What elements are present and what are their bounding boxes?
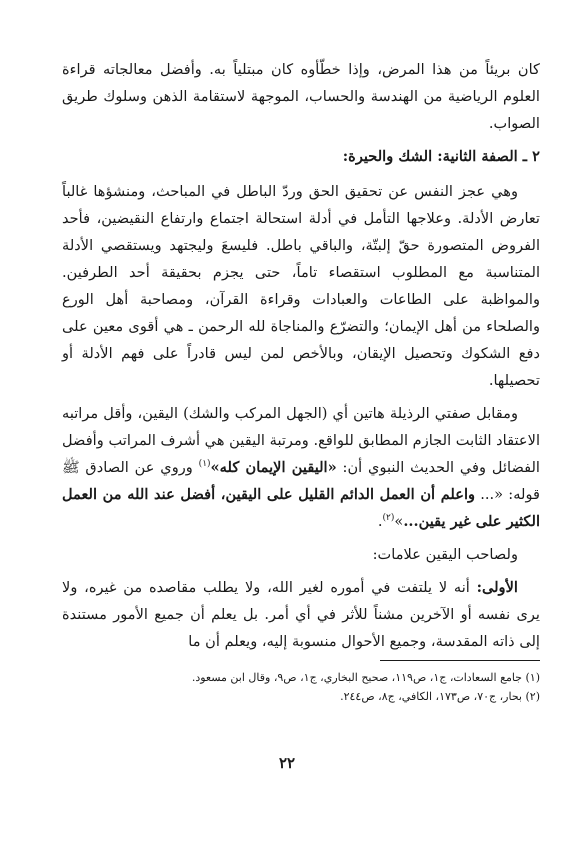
footnotes [62,668,540,706]
paragraph-3-tail: . [377,513,383,530]
paragraph-3-mid: وروي عن الصادق ﷺ قوله: «... [62,459,541,503]
paragraph-3-end: » [394,513,404,530]
paragraph-1: كان بريئاً من هذا المرض، وإذا خطّأوه كان مبتلياً به. وأفضل معالجاته قراءة العلوم الرياضية من الهندسة والحساب، الموجهة لاستقامة الذهن وسلوك طريق الصواب. [62,61,540,132]
section-heading: ٢ ـ الصفة الثانية: الشك والحيرة: [342,148,540,165]
paragraph-5-text: أنه لا يلتفت في أموره لغير الله، ولا يطلب مقاصده من غيره، ولا يرى نفسه أو الآخرين مشناً للأثر في أي أمر. بل يعلم أن جميع الأمور مستندة إلى ذاته المقدسة، وجميع الأحوال منسوبة إليه، ويعلم أن ما [62,579,540,650]
paragraph-5 [62,574,540,655]
page-body [62,56,540,661]
page-number: ٢٢ [278,754,296,772]
first-sign-label: الأولى: [476,579,518,596]
footnote-ref-2: (٢) [382,513,395,524]
footnote-2: (٢) بحار، ج٧٠، ص١٧٣، الكافي، ج٨، ص٢٤٤. [340,690,540,703]
paragraph-3-start: ومقابل صفتي الرذيلة هاتين أي (الجهل المركب والشك) اليقين، وأقل مراتبه الاعتقاد الثابت الجازم المطابق للواقع. ومرتبة اليقين هي أشرف المراتب وأفضل الفضائل وفي الحديث النبوي أن: [62,405,540,476]
footnote-divider [380,660,540,661]
paragraph-2: وهي عجز النفس عن تحقيق الحق وردّ الباطل في المباحث، ومنشؤها غالباً تعارض الأدلة. وعلاجها التأمل في أدلة استحالة اجتماع وارتفاع النقيضين، فأحد الفروض المتصورة حقّ إلبتّة، والباقي باطل. فليسعَ وليجتهد ويستقصي الأدلة المتناسبة مع المطلوب استقصاء تاماً، حتى يجزم بحقيقة أحد الطرفين. والمواظبة على الطاعات والعبادات وقراءة القرآن، ومصاحبة أهل الورع والصلحاء من أهل الإيمان؛ والتضرّع والمناجاة لله الرحمن ـ هي أقوى معين على دفع الشكوك وتحصيل الإيقان، وبالأخص لمن ليس قادراً على فهم الأدلة أو تحصيلها. [62,183,540,389]
hadith-quote-2: واعلم أن العمل الدائم القليل على اليقين، أفضل عند الله من العمل الكثير على غير يقين... [62,486,540,530]
paragraph-3 [62,400,540,535]
footnote-ref-1: (١) [198,459,211,470]
hadith-quote-1: «اليقين الإيمان كله» [210,459,337,476]
paragraph-4: ولصاحب اليقين علامات: [372,546,518,563]
footnote-1: (١) جامع السعادات، ج١، ص١١٩، صحيح البخاري، ج١، ص٩، وقال ابن مسعود. [191,671,540,684]
